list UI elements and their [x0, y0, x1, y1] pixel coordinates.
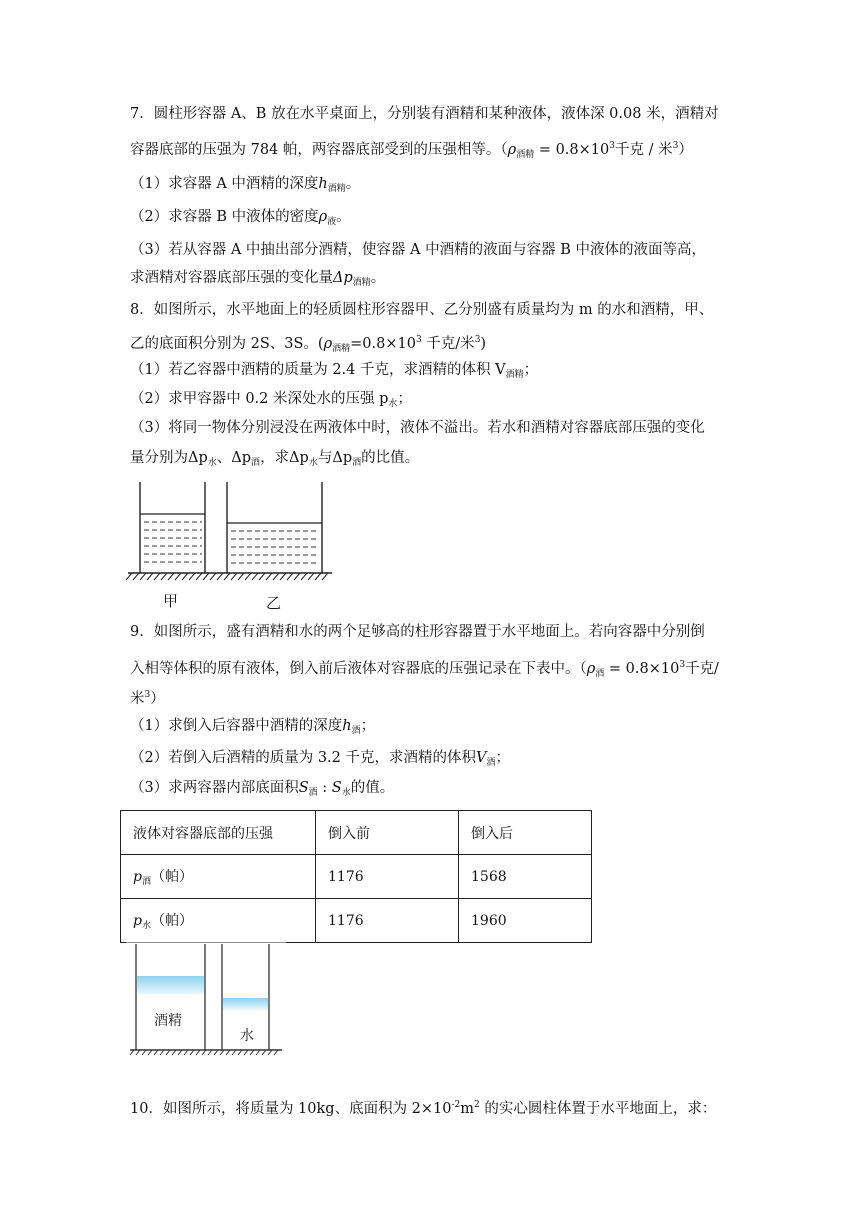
- label-alcohol: 酒精: [154, 1013, 182, 1029]
- subscript: 酒: [486, 758, 496, 768]
- exponent: 2: [474, 1100, 480, 1110]
- alcohol-surface-band: [137, 976, 204, 994]
- header-cell: 倒入前: [316, 811, 459, 855]
- punct: 。: [345, 176, 361, 192]
- q8-line2: [130, 330, 486, 359]
- h-symbol: h: [342, 718, 352, 734]
- subscript: 酒: [351, 726, 361, 736]
- q8-part2-text: （2）求甲容器中 0.2 米深处水的压强 p: [130, 391, 389, 407]
- unit: （帕）: [150, 869, 193, 885]
- label-jia: 甲: [163, 592, 179, 610]
- rho-symbol: ρ: [507, 142, 517, 158]
- subscript: 酒: [251, 458, 261, 468]
- v-symbol: V: [476, 750, 487, 766]
- table-header-row: [121, 811, 592, 855]
- q9-figure: [126, 940, 288, 1056]
- value: =0.8×10: [350, 336, 416, 352]
- q7-line2: [130, 136, 693, 165]
- rho-symbol: ρ: [318, 209, 328, 225]
- q7-part2: [130, 207, 351, 232]
- unit: 千克/米: [421, 336, 475, 352]
- q7-part1-text: （1）求容器 A 中酒精的深度: [130, 176, 319, 192]
- q9-part2: [130, 748, 510, 773]
- header-cell: 倒入后: [459, 811, 592, 855]
- table-row: [121, 855, 592, 899]
- rho-symbol: ρ: [586, 661, 596, 677]
- q7-part3a: （3）若从容器 A 中抽出部分酒精，使容器 A 中酒精的液面与容器 B 中液体的液面等高，: [130, 242, 706, 258]
- exponent: 3: [415, 335, 422, 345]
- delta-p-symbol: Δp: [333, 270, 353, 286]
- punct: ；: [495, 750, 511, 766]
- q8-figure: [126, 476, 336, 616]
- q7-part2-text: （2）求容器 B 中液体的密度: [130, 209, 319, 225]
- subscript: 酒: [308, 788, 318, 798]
- q7-part3b: [130, 268, 385, 293]
- value: = 0.8×10: [534, 142, 610, 158]
- row-label: [121, 855, 316, 899]
- punct: 的值。: [350, 780, 395, 796]
- subscript: 酒精: [516, 150, 535, 160]
- p-symbol: p: [133, 913, 142, 929]
- subscript: 液: [327, 217, 337, 227]
- close-paren: ）: [150, 691, 165, 707]
- q7-part1: [130, 174, 360, 199]
- text: 、Δp: [216, 450, 252, 466]
- q9-line2-text: 入相等体积的原有液体，倒入前后液体对容器底的压强记录在下表中。（: [130, 661, 587, 677]
- text: ，求Δp: [260, 450, 309, 466]
- subscript: 酒精: [505, 370, 524, 380]
- punct: ；: [397, 391, 412, 407]
- s-symbol: S: [298, 780, 309, 796]
- unit-exponent: 3: [474, 335, 481, 345]
- ground-hatch: [126, 573, 328, 580]
- q9-line2: [130, 655, 719, 684]
- close-paren: ): [480, 336, 487, 352]
- punct: 。: [336, 209, 351, 225]
- water-surface-band: [223, 998, 268, 1010]
- subscript: 酒: [141, 877, 151, 887]
- unit: 千克 / 米: [614, 142, 673, 158]
- text: 与Δp: [317, 450, 353, 466]
- q9-line1: 9．如图所示，盛有酒精和水的两个足够高的柱形容器置于水平地面上。若向容器中分别倒: [130, 624, 705, 640]
- subscript: 水: [388, 399, 398, 409]
- q9-part3: [130, 778, 394, 803]
- q8-part1: [130, 360, 538, 385]
- p-symbol: p: [133, 869, 142, 885]
- unit-exponent: 3: [672, 141, 679, 151]
- exponent: -2: [451, 1100, 461, 1110]
- table-cell: 1960: [459, 899, 592, 943]
- subscript: 酒精: [332, 344, 351, 354]
- q8-part2: [130, 389, 412, 414]
- subscript: 酒精: [352, 278, 371, 288]
- q8-part1-text: （1）若乙容器中酒精的质量为 2.4 千克，求酒精的体积 V: [130, 362, 506, 378]
- container-b-alcohol-dashes: [231, 531, 319, 563]
- label-yi: 乙: [266, 594, 282, 612]
- table-cell: 1176: [316, 899, 459, 943]
- unit: （帕）: [150, 913, 193, 929]
- q8-part3a: （3）将同一物体分别浸没在两液体中时，液体不溢出。若水和酒精对容器底部压强的变化: [130, 420, 705, 436]
- q7-line1: 7．圆柱形容器 A、B 放在水平桌面上，分别装有酒精和某种液体，液体深 0.08 米，酒精对: [130, 106, 719, 122]
- subscript: 水: [341, 788, 351, 798]
- colon: :: [317, 780, 332, 796]
- exponent: 3: [679, 660, 686, 670]
- row-label: [121, 899, 316, 943]
- punct: 。: [370, 270, 386, 286]
- unit: m: [460, 1101, 475, 1117]
- header-cell: 液体对容器底部的压强: [121, 811, 316, 855]
- q7-part3b-text: 求酒精对容器底部压强的变化量: [130, 270, 333, 286]
- q8-line1: 8．如图所示，水平地面上的轻质圆柱形容器甲、乙分别盛有质量均为 m 的水和酒精，甲、: [130, 302, 714, 318]
- value: = 0.8×10: [604, 661, 680, 677]
- text: 量分别为Δp: [130, 450, 208, 466]
- subscript: 水: [141, 921, 151, 931]
- q9-part3-text: （3）求两容器内部底面积: [130, 780, 299, 796]
- exponent: 3: [609, 141, 615, 151]
- table-row: [121, 899, 592, 943]
- unit: 米: [130, 691, 145, 707]
- subscript: 水: [308, 458, 318, 468]
- q8-line2-text: 乙的底面积分别为 2S、3S。(: [130, 336, 324, 352]
- q9-part1: [130, 716, 375, 741]
- q9-line3: [130, 685, 165, 709]
- q9-part1-text: （1）求倒入后容器中酒精的深度: [130, 718, 343, 734]
- text: 的比值。: [361, 450, 420, 466]
- q10-text: 的实心圆柱体置于水平地面上，求：: [479, 1101, 717, 1117]
- q10-line1: [130, 1095, 716, 1119]
- close-paren: ）: [678, 142, 693, 158]
- punct: ；: [360, 718, 376, 734]
- subscript: 水: [207, 458, 217, 468]
- table-cell: 1176: [316, 855, 459, 899]
- pressure-table: [120, 810, 592, 943]
- subscript: 酒: [352, 458, 362, 468]
- q9-part2-text: （2）若倒入后酒精的质量为 3.2 千克，求酒精的体积: [130, 750, 477, 766]
- h-symbol: h: [318, 176, 328, 192]
- unit-exponent: 3: [144, 690, 151, 700]
- punct: ；: [523, 362, 539, 378]
- label-water: 水: [240, 1028, 254, 1044]
- subscript: 酒: [595, 669, 605, 679]
- q10-text: 10．如图所示，将质量为 10kg、底面积为 2×10: [130, 1101, 452, 1117]
- q8-part3b: [130, 448, 419, 473]
- container-a-water-dashes: [144, 522, 202, 562]
- q7-line2-text: 容器底部的压强为 784 帕，两容器底部受到的压强相等。（: [130, 142, 508, 158]
- subscript: 酒精: [327, 184, 346, 194]
- s-symbol: S: [331, 780, 342, 796]
- unit: 千克/: [685, 661, 719, 677]
- rho-symbol: ρ: [323, 336, 333, 352]
- table-cell: 1568: [459, 855, 592, 899]
